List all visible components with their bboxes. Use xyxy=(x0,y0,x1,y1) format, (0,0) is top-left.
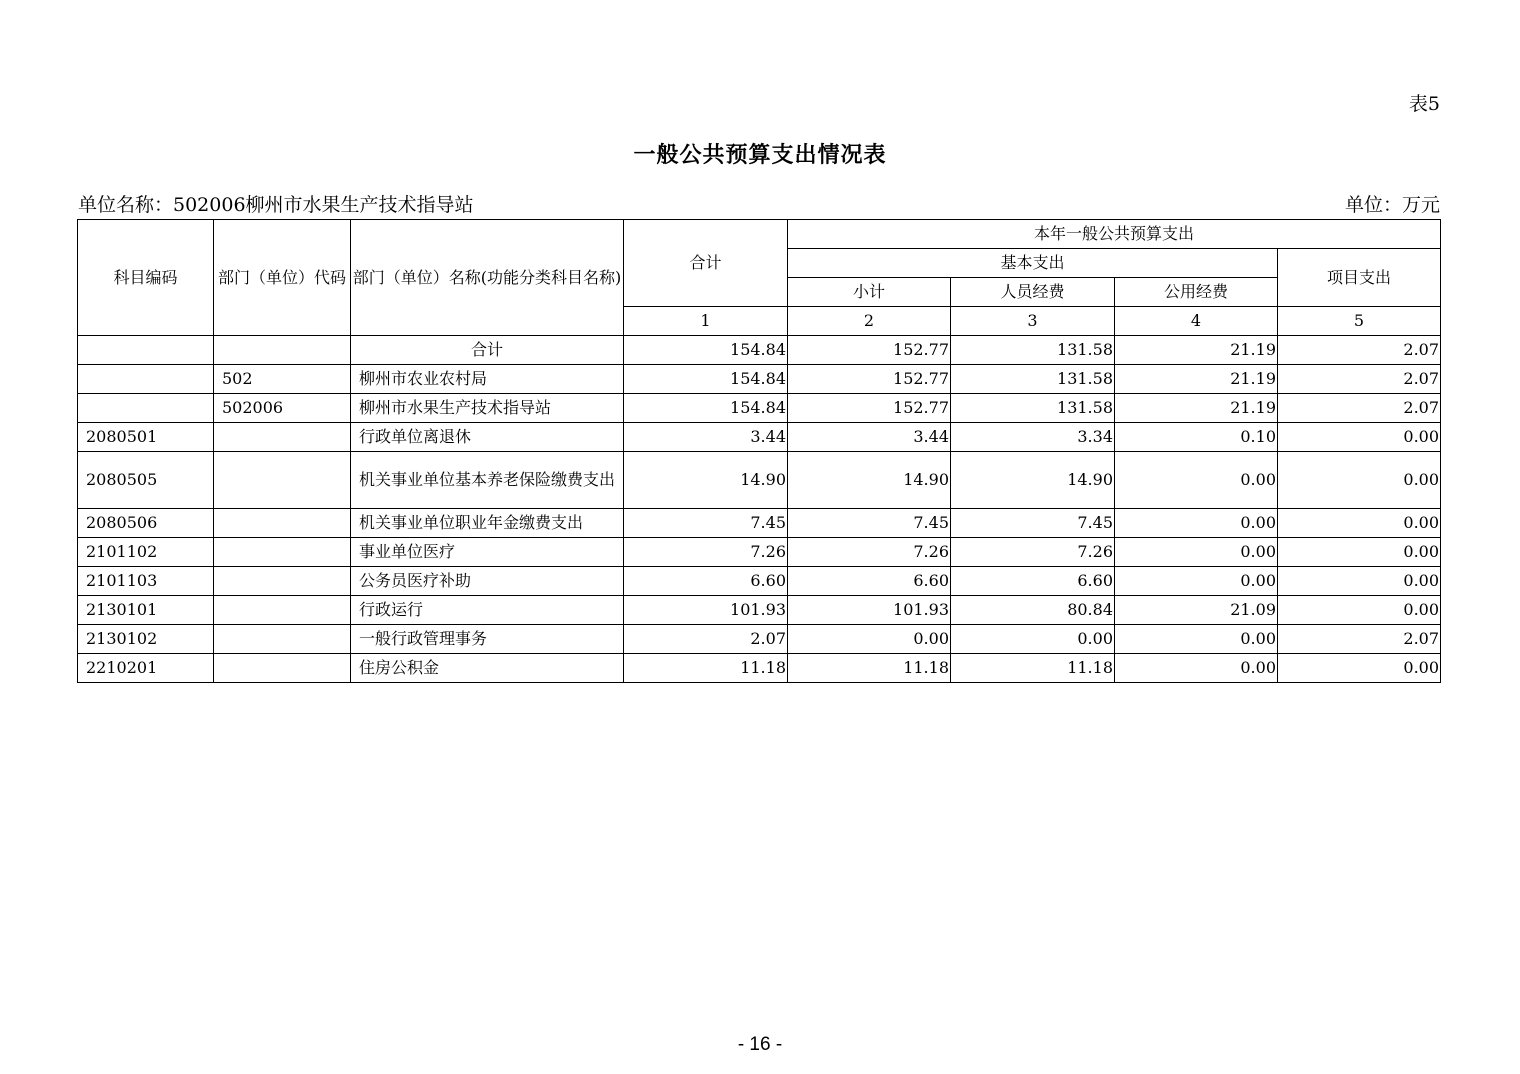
cell-dept: 502006 xyxy=(214,394,351,423)
cell-name: 公务员医疗补助 xyxy=(351,567,624,596)
cell-code xyxy=(78,336,214,365)
table-row xyxy=(78,567,1441,596)
table-row xyxy=(78,654,1441,683)
cell-total: 2.07 xyxy=(624,625,788,654)
cell-code: 2130102 xyxy=(78,625,214,654)
col-header-subtotal: 小计 xyxy=(788,278,951,307)
page-number: - 16 - xyxy=(737,1034,783,1055)
cell-project: 2.07 xyxy=(1278,394,1441,423)
cell-subtotal: 7.26 xyxy=(788,538,951,567)
cell-project: 0.00 xyxy=(1278,452,1441,509)
cell-dept xyxy=(214,625,351,654)
cell-personnel: 11.18 xyxy=(951,654,1115,683)
cell-total: 101.93 xyxy=(624,596,788,625)
header-row-1 xyxy=(78,220,1441,249)
cell-name: 行政单位离退休 xyxy=(351,423,624,452)
cell-personnel: 7.26 xyxy=(951,538,1115,567)
cell-code: 2080506 xyxy=(78,509,214,538)
table-row xyxy=(78,538,1441,567)
cell-personnel: 7.45 xyxy=(951,509,1115,538)
col-header-public: 公用经费 xyxy=(1115,278,1278,307)
col-header-personnel: 人员经费 xyxy=(951,278,1115,307)
cell-project: 0.00 xyxy=(1278,654,1441,683)
cell-name: 合计 xyxy=(351,336,624,365)
table-row xyxy=(78,365,1441,394)
cell-name: 机关事业单位基本养老保险缴费支出 xyxy=(351,452,624,509)
currency-unit: 单位：万元 xyxy=(1344,194,1440,216)
cell-public: 0.10 xyxy=(1115,423,1278,452)
cell-total: 7.45 xyxy=(624,509,788,538)
cell-code: 2101103 xyxy=(78,567,214,596)
cell-name: 柳州市农业农村局 xyxy=(351,365,624,394)
cell-dept xyxy=(214,654,351,683)
cell-name: 住房公积金 xyxy=(351,654,624,683)
col-header-project: 项目支出 xyxy=(1278,249,1441,307)
cell-dept: 502 xyxy=(214,365,351,394)
table-row xyxy=(78,509,1441,538)
cell-public: 21.19 xyxy=(1115,365,1278,394)
cell-personnel: 131.58 xyxy=(951,394,1115,423)
col-number-2: 2 xyxy=(788,307,951,336)
table-row-total xyxy=(78,336,1441,365)
cell-subtotal: 152.77 xyxy=(788,365,951,394)
cell-total: 154.84 xyxy=(624,365,788,394)
page-title: 一般公共预算支出情况表 xyxy=(633,142,887,168)
cell-project: 2.07 xyxy=(1278,625,1441,654)
cell-personnel: 131.58 xyxy=(951,336,1115,365)
cell-dept xyxy=(214,336,351,365)
cell-code: 2210201 xyxy=(78,654,214,683)
cell-project: 0.00 xyxy=(1278,538,1441,567)
cell-name: 行政运行 xyxy=(351,596,624,625)
cell-dept xyxy=(214,538,351,567)
cell-dept xyxy=(214,509,351,538)
cell-name: 一般行政管理事务 xyxy=(351,625,624,654)
budget-table xyxy=(77,219,1441,683)
cell-project: 2.07 xyxy=(1278,365,1441,394)
table-number: 表5 xyxy=(1408,93,1440,115)
cell-project: 0.00 xyxy=(1278,423,1441,452)
col-header-subject-code: 科目编码 xyxy=(78,220,214,336)
cell-personnel: 14.90 xyxy=(951,452,1115,509)
table-row xyxy=(78,452,1441,509)
col-header-dept-name: 部门（单位）名称(功能分类科目名称) xyxy=(351,220,624,336)
cell-code: 2101102 xyxy=(78,538,214,567)
cell-personnel: 0.00 xyxy=(951,625,1115,654)
unit-name: 单位名称：502006柳州市水果生产技术指导站 xyxy=(78,194,474,216)
cell-dept xyxy=(214,452,351,509)
cell-subtotal: 7.45 xyxy=(788,509,951,538)
cell-name: 事业单位医疗 xyxy=(351,538,624,567)
cell-total: 3.44 xyxy=(624,423,788,452)
cell-total: 11.18 xyxy=(624,654,788,683)
cell-project: 0.00 xyxy=(1278,596,1441,625)
cell-project: 2.07 xyxy=(1278,336,1441,365)
cell-code: 2130101 xyxy=(78,596,214,625)
cell-subtotal: 11.18 xyxy=(788,654,951,683)
cell-subtotal: 152.77 xyxy=(788,336,951,365)
cell-subtotal: 0.00 xyxy=(788,625,951,654)
col-number-3: 3 xyxy=(951,307,1115,336)
cell-name: 机关事业单位职业年金缴费支出 xyxy=(351,509,624,538)
cell-public: 21.09 xyxy=(1115,596,1278,625)
cell-total: 154.84 xyxy=(624,336,788,365)
cell-personnel: 6.60 xyxy=(951,567,1115,596)
cell-total: 14.90 xyxy=(624,452,788,509)
cell-dept xyxy=(214,423,351,452)
cell-personnel: 80.84 xyxy=(951,596,1115,625)
cell-subtotal: 152.77 xyxy=(788,394,951,423)
cell-public: 0.00 xyxy=(1115,625,1278,654)
col-number-5: 5 xyxy=(1278,307,1441,336)
cell-personnel: 131.58 xyxy=(951,365,1115,394)
col-number-1: 1 xyxy=(624,307,788,336)
cell-code xyxy=(78,394,214,423)
col-number-4: 4 xyxy=(1115,307,1278,336)
cell-public: 0.00 xyxy=(1115,654,1278,683)
table-row xyxy=(78,625,1441,654)
cell-subtotal: 6.60 xyxy=(788,567,951,596)
cell-total: 7.26 xyxy=(624,538,788,567)
cell-total: 154.84 xyxy=(624,394,788,423)
cell-public: 21.19 xyxy=(1115,336,1278,365)
cell-code: 2080505 xyxy=(78,452,214,509)
cell-public: 21.19 xyxy=(1115,394,1278,423)
cell-subtotal: 3.44 xyxy=(788,423,951,452)
table-row xyxy=(78,596,1441,625)
cell-subtotal: 14.90 xyxy=(788,452,951,509)
cell-name: 柳州市水果生产技术指导站 xyxy=(351,394,624,423)
cell-project: 0.00 xyxy=(1278,509,1441,538)
cell-subtotal: 101.93 xyxy=(788,596,951,625)
cell-personnel: 3.34 xyxy=(951,423,1115,452)
cell-public: 0.00 xyxy=(1115,452,1278,509)
cell-dept xyxy=(214,567,351,596)
cell-code xyxy=(78,365,214,394)
table-row xyxy=(78,394,1441,423)
cell-public: 0.00 xyxy=(1115,567,1278,596)
cell-public: 0.00 xyxy=(1115,538,1278,567)
cell-project: 0.00 xyxy=(1278,567,1441,596)
col-header-basic: 基本支出 xyxy=(788,249,1278,278)
col-header-dept-code: 部门（单位）代码 xyxy=(214,220,351,336)
cell-code: 2080501 xyxy=(78,423,214,452)
col-header-total: 合计 xyxy=(624,220,788,307)
cell-dept xyxy=(214,596,351,625)
cell-total: 6.60 xyxy=(624,567,788,596)
table-row xyxy=(78,423,1441,452)
cell-public: 0.00 xyxy=(1115,509,1278,538)
col-header-group: 本年一般公共预算支出 xyxy=(788,220,1441,249)
